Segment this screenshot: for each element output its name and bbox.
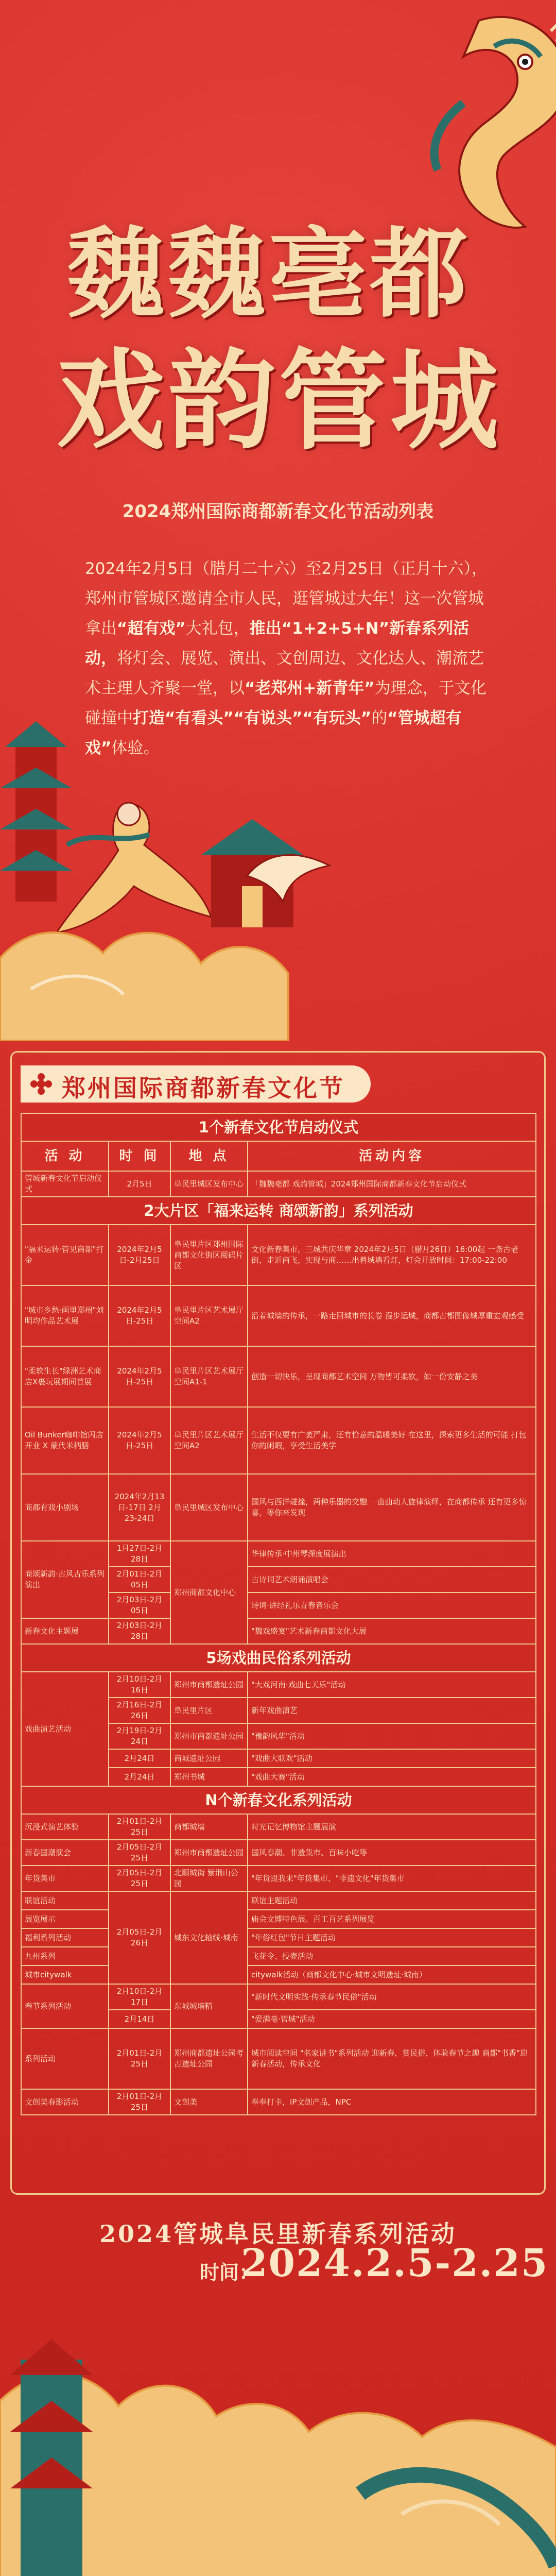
column-header: 活动内容 — [248, 1141, 536, 1171]
table-cell: 创造一切快乐，呈现商都艺术空间 万物皆可柔软，如一份安静之美 — [248, 1346, 536, 1407]
table-cell: 商颂新韵·古风古乐系列演出 — [21, 1541, 109, 1618]
table-cell: 福利系列活动 — [21, 1928, 109, 1947]
activity-table — [21, 1113, 536, 2115]
table-cell: 2024年2月13日-17日 2月23-24日 — [109, 1474, 170, 1541]
table-cell: "戏曲大联欢"活动 — [248, 1749, 536, 1768]
table-cell: 2月5日 — [109, 1171, 170, 1197]
table-cell: 2月01日-2月25日 — [109, 2089, 170, 2115]
table-cell: 2月10日-2月16日 — [109, 1672, 170, 1698]
intro-highlight: “老郑州+新青年” — [245, 679, 375, 698]
main-title-line1: 魏魏亳都 — [67, 216, 471, 331]
table-cell: 商城遗址公园 — [170, 1749, 248, 1768]
panel-heading — [21, 1065, 371, 1103]
table-cell: "年货跟我来"年货集市、"非遗文化"年货集市 — [248, 1866, 536, 1891]
table-cell: 2月05日-2月25日 — [109, 1840, 170, 1866]
table-cell: 2月01日-2月25日 — [109, 2028, 170, 2089]
table-cell: 北顺城街 紫荆山公园 — [170, 1866, 248, 1891]
cloud-decoration — [0, 876, 556, 1041]
table-cell: 2月10日-2月17日 — [109, 1984, 170, 2010]
table-cell: 城市citywalk — [21, 1965, 109, 1984]
table-cell: 阜民里片区 — [170, 1698, 248, 1723]
table-cell: 2024年2月5日-25日 — [109, 1285, 170, 1346]
table-cell: 2024年2月5日-2月25日 — [109, 1225, 170, 1285]
table-row — [21, 1225, 536, 1285]
hero-section — [0, 0, 556, 1030]
table-cell: 新春国潮演会 — [21, 1840, 109, 1866]
section-header: 5场戏曲民俗系列活动 — [21, 1644, 536, 1672]
table-cell: 2月01日-2月25日 — [109, 1814, 170, 1840]
table-cell: 郑州商都文化中心 — [170, 1541, 248, 1644]
table-cell: 文创美春影活动 — [21, 2089, 109, 2115]
table-cell: 奉奉打卡，IP文创产品，NPC — [248, 2089, 536, 2115]
table-cell: 2024年2月5日-25日 — [109, 1346, 170, 1407]
table-cell: "新时代文明实践·传承春节民俗"活动 — [248, 1984, 536, 2010]
table-row — [21, 1618, 536, 1644]
table-row — [21, 1965, 536, 1984]
table-cell: 九州系列 — [21, 1947, 109, 1965]
table-cell: 2月16日-2月26日 — [109, 1698, 170, 1723]
table-cell: 联谊活动 — [21, 1891, 109, 1910]
main-title-line2: 戏韵管城 — [57, 337, 502, 464]
intro-highlight: “超有戏” — [117, 619, 186, 638]
table-cell: 戏曲演艺活动 — [21, 1672, 109, 1786]
table-cell: 2月05日-2月26日 — [109, 1891, 170, 1984]
table-cell: 展览展示 — [21, 1910, 109, 1928]
table-cell: 文创美 — [170, 2089, 248, 2115]
section-header: N个新春文化系列活动 — [21, 1786, 536, 1814]
column-header: 活 动 — [21, 1141, 109, 1171]
table-cell: Oil Bunker咖啡馆闪店开业 X 蒙代米柄膳 — [21, 1407, 109, 1474]
table-cell: 「魏魏亳都 戏韵管城」2024郑州国际商都新春文化节启动仪式 — [248, 1171, 536, 1197]
table-row — [21, 1474, 536, 1541]
intro-paragraph — [85, 554, 497, 763]
table-cell: 阜民里片区艺术展厅空间A1-1 — [170, 1346, 248, 1407]
table-cell: 2月05日-2月25日 — [109, 1866, 170, 1891]
table-cell: 2月14日 — [109, 2010, 170, 2028]
table-cell: "城市乡愁·画里郑州"刘明均作品艺术展 — [21, 1285, 109, 1346]
table-cell: 2月03日-2月28日 — [109, 1618, 170, 1644]
table-cell: 管城新春文化节启动仪式 — [21, 1171, 109, 1197]
flower-icon — [30, 1073, 53, 1095]
time-value: 2024.2.5-2.25 — [241, 2241, 549, 2285]
table-row — [21, 1928, 536, 1947]
table-cell: 庙会文博特色展、百工百艺系列展览 — [248, 1910, 536, 1928]
table-cell: citywalk活动（商都文化中心·城市文明遗址·城南） — [248, 1965, 536, 1984]
table-cell: 郑州市商都遗址公园 — [170, 1723, 248, 1749]
section-header: 1个新春文化节启动仪式 — [21, 1113, 536, 1141]
intro-highlight: “管城超有戏” — [85, 709, 462, 757]
table-row — [21, 1171, 536, 1197]
table-cell: 国风与西洋碰撞，两种乐器的交融 一曲曲动人旋律演绎，在商都传承 还有更多惊喜，等你来发现 — [248, 1474, 536, 1541]
table-cell: 城市阅读空间 "名家讲书"系列活动 迎新春，赏民俗，体验春节之趣 商都"书香"迎新春活动，传承文化 — [248, 2028, 536, 2089]
intro-text: 为理念，于文化碰撞中 — [85, 679, 486, 727]
bottom-illustration — [0, 2298, 556, 2576]
table-row — [21, 1947, 536, 1965]
table-cell: 联谊主题活动 — [248, 1891, 536, 1910]
table-cell: "魏戏盛宴"艺术新春商都文化大展 — [248, 1618, 536, 1644]
table-cell: 阜民里城区发布中心 — [170, 1474, 248, 1541]
table-cell: "柔软生长"绿洲艺术商店X裹玩展期间首展 — [21, 1346, 109, 1407]
table-row — [21, 1866, 536, 1891]
table-cell: 古诗词艺术朗诵演唱会 — [248, 1567, 536, 1592]
table-row — [21, 1285, 536, 1346]
intro-text: 的 — [371, 709, 388, 727]
intro-text: 2024年2月5日（腊月二十六）至2月25日（正月十六），郑州市管城区邀请全市人民，逛管城过大年！这一次管城拿出 — [85, 560, 488, 638]
table-cell: 文化新春集市，三城共庆华章 2024年2月5日（腊月26日）16:00起 一条古老街，走近商飞，实现与商……出着城墙看灯，灯会开放时间：17:00-22:00 — [248, 1225, 536, 1285]
table-cell: 郑州市商都遗址公园 — [170, 1840, 248, 1866]
table-cell: 2024年2月5日-25日 — [109, 1407, 170, 1474]
table-cell: 诗词·讲经礼乐青春音乐会 — [248, 1592, 536, 1618]
table-cell: 阜民里片区郑州国际商都文化街区阅码片区 — [170, 1225, 248, 1285]
column-header: 地 点 — [170, 1141, 248, 1171]
table-cell: 飞花令、投壶活动 — [248, 1947, 536, 1965]
table-row — [21, 1541, 536, 1567]
table-cell: 郑州商都遗址公园考古遗址公园 — [170, 2028, 248, 2089]
table-row — [21, 1814, 536, 1840]
table-cell: 阜民里片区艺术展厅空间A2 — [170, 1285, 248, 1346]
table-cell: 商都城墙 — [170, 1814, 248, 1840]
table-cell: 阜民里片区艺术展厅空间A2 — [170, 1407, 248, 1474]
table-row — [21, 1346, 536, 1407]
table-row — [21, 1891, 536, 1910]
intro-highlight: 推出“1+2+5+N”新春系列活动， — [85, 619, 470, 668]
table-cell: "大戏河南·戏曲七天乐"活动 — [248, 1672, 536, 1698]
table-cell: 郑州市商都遗址公园 — [170, 1672, 248, 1698]
table-cell: 生活不仅要有广袤严肃，还有恰意的温暖美好 在这里，探索更多生活的可能 打包你的闲暇，享受生活美学 — [248, 1407, 536, 1474]
table-cell: 沉浸式演艺体验 — [21, 1814, 109, 1840]
table-cell: 华律传承·中州琴深度展演出 — [248, 1541, 536, 1567]
intro-text: 将灯会、展览、演出、文创周边、文化达人、潮流艺术主理人齐聚一堂，以 — [85, 649, 484, 698]
column-header: 时 间 — [109, 1141, 170, 1171]
table-cell: 2月03日-2月05日 — [109, 1592, 170, 1618]
table-row — [21, 1984, 536, 2010]
table-cell: 时光记忆博物馆主题展演 — [248, 1814, 536, 1840]
intro-text: 大礼包， — [185, 619, 250, 638]
table-cell: "豫韵风华"活动 — [248, 1723, 536, 1749]
table-row — [21, 2028, 536, 2089]
table-row — [21, 1407, 536, 1474]
table-cell: 国风春潮、非遗集市、百味小吃等 — [248, 1840, 536, 1866]
bottom-title: 2024管城阜民里新春系列活动 — [99, 2220, 457, 2248]
table-cell: 春节系列活动 — [21, 1984, 109, 2028]
table-cell: "戏曲大赛"活动 — [248, 1768, 536, 1786]
subtitle: 2024郑州国际商都新春文化节活动列表 — [122, 501, 434, 522]
table-cell: "年俗红包"节日主题活动 — [248, 1928, 536, 1947]
table-cell: 2月24日 — [109, 1749, 170, 1768]
table-cell: 2月19日-2月24日 — [109, 1723, 170, 1749]
table-cell: 郑州书城 — [170, 1768, 248, 1786]
table-cell: 商都有戏小剧场 — [21, 1474, 109, 1541]
intro-text: 体验。 — [111, 739, 160, 757]
table-cell: 2月24日 — [109, 1768, 170, 1786]
table-cell: 东城城墙精 — [170, 1984, 248, 2028]
table-row — [21, 1672, 536, 1698]
table-cell: "爱满亳·管城"活动 — [248, 2010, 536, 2028]
table-row — [21, 1840, 536, 1866]
table-cell: 新年戏曲演艺 — [248, 1698, 536, 1723]
table-cell: 系列活动 — [21, 2028, 109, 2089]
table-cell: 2月01日-2月05日 — [109, 1567, 170, 1592]
table-cell: 年货集市 — [21, 1866, 109, 1891]
section-header: 2大片区「福来运转 商颂新韵」系列活动 — [21, 1197, 536, 1225]
table-cell: "福来运转·管见商都"打金 — [21, 1225, 109, 1285]
table-cell: 城东文化轴线·城南 — [170, 1891, 248, 1984]
table-row — [21, 2089, 536, 2115]
table-cell: 1月27日-2月28日 — [109, 1541, 170, 1567]
table-row — [21, 1910, 536, 1928]
panel-heading-text: 郑州国际商都新春文化节 — [62, 1074, 345, 1102]
table-cell: 沿着城墙的传承，一路走回城市的长卷 漫步运城，商都古都图像城厚重宏观感受 — [248, 1285, 536, 1346]
time-label: 时间： — [200, 2261, 259, 2284]
table-cell: 新春文化主题展 — [21, 1618, 109, 1644]
table-cell: 阜民里城区发布中心 — [170, 1171, 248, 1197]
intro-highlight: 打造“有看头”“有说头”“有玩头” — [133, 709, 372, 727]
